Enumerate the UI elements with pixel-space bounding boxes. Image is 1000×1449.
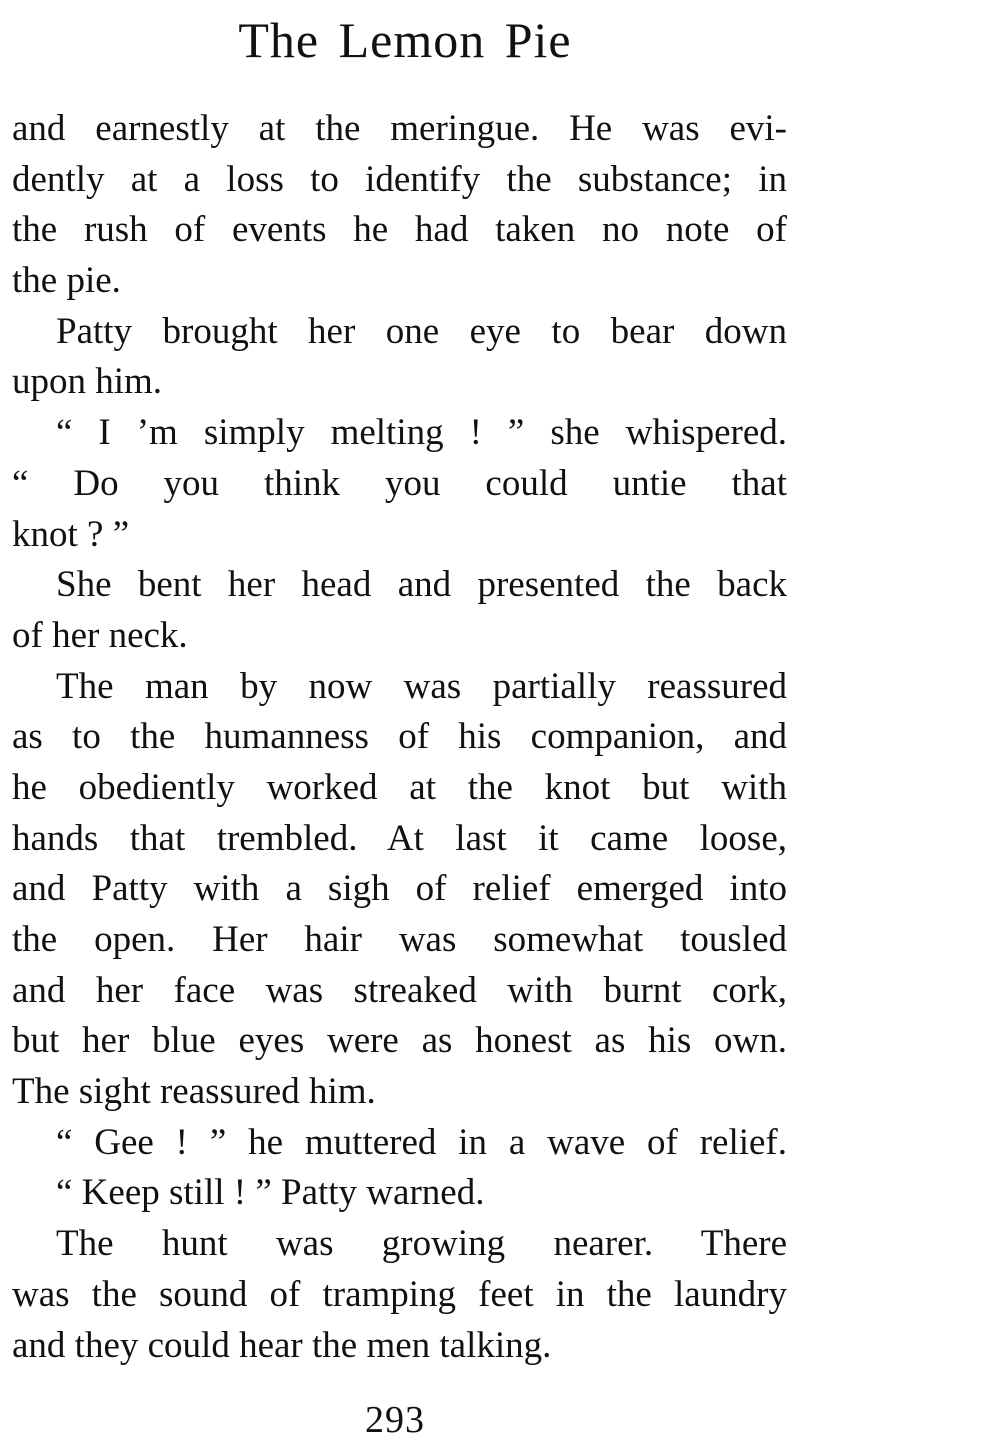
text-line: dently at a loss to identify the substance; in — [12, 158, 787, 200]
text-line: The man by now was partially reassured — [56, 665, 787, 707]
text-line: upon him. — [12, 361, 163, 403]
running-head: The Lemon Pie — [238, 12, 572, 68]
text-line: knot ? ” — [12, 513, 130, 555]
text-line: She bent her head and presented the back — [56, 564, 787, 606]
text-line: and they could hear the men talking. — [12, 1324, 552, 1366]
text-line: he obediently worked at the knot but with — [12, 766, 787, 808]
text-line: of her neck. — [12, 614, 188, 656]
text-line: the open. Her hair was somewhat tousled — [12, 919, 787, 960]
text-line: “ Do you think you could untie that — [12, 462, 787, 504]
body-text — [12, 104, 787, 1371]
text-line: Patty brought her one eye to bear down — [56, 310, 787, 352]
text-line: The sight reassured him. — [12, 1071, 376, 1113]
text-line: hands that trembled. At last it came loose, — [12, 817, 787, 859]
text-line: and her face was streaked with burnt cork, — [12, 969, 787, 1011]
text-line: the pie. — [12, 260, 121, 302]
text-line: and earnestly at the meringue. He was evi- — [12, 108, 787, 149]
text-line: “ Gee ! ” he muttered in a wave of relief. — [56, 1121, 787, 1163]
text-line: The hunt was growing nearer. There — [56, 1223, 787, 1265]
text-line: the rush of events he had taken no note of — [12, 209, 787, 251]
text-line: was the sound of tramping feet in the laundry — [12, 1273, 787, 1315]
text-line: but her blue eyes were as honest as his own. — [12, 1020, 787, 1062]
text-line: “ I ’m simply melting ! ” she whispered. — [56, 412, 787, 454]
text-line: as to the humanness of his companion, and — [12, 716, 787, 758]
text-line: and Patty with a sigh of relief emerged into — [12, 868, 787, 910]
text-line: “ Keep still ! ” Patty warned. — [56, 1172, 485, 1214]
page-number: 293 — [365, 1399, 425, 1441]
